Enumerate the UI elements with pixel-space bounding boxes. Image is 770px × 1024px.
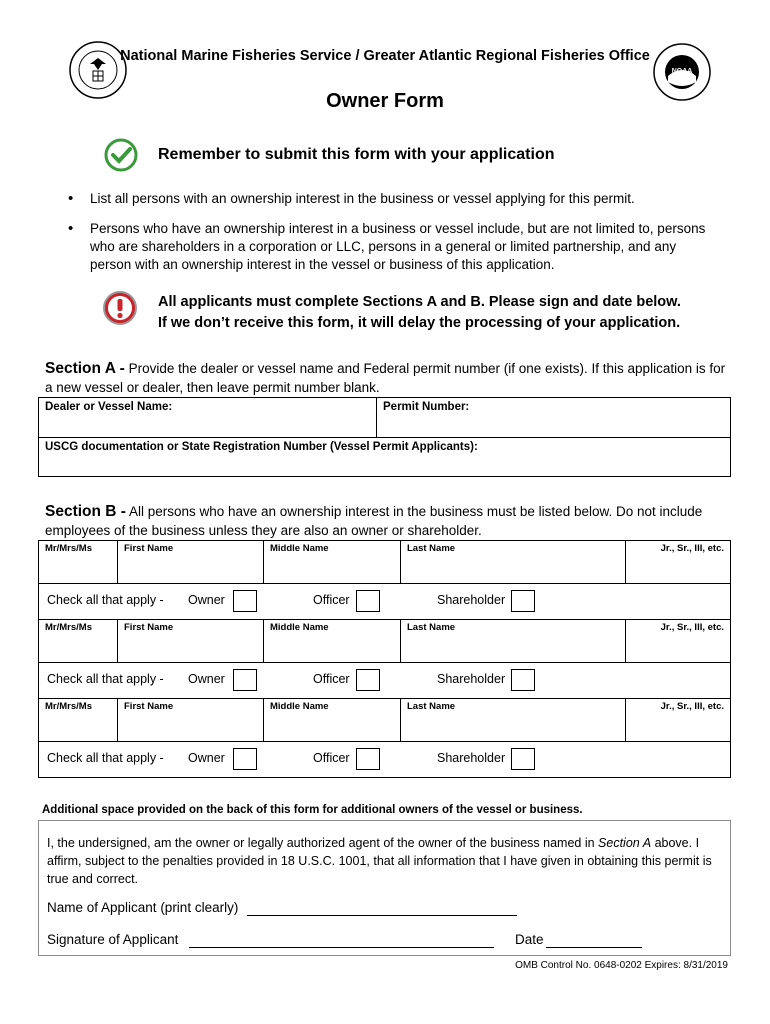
table-row [39,663,731,699]
shareholder-checkbox[interactable] [511,748,535,770]
table-row [39,699,731,742]
dealer-vessel-name-label: Dealer or Vessel Name: [45,401,173,413]
shareholder-checkbox[interactable] [511,669,535,691]
svg-text:NOAA: NOAA [671,68,693,75]
permit-number-field[interactable] [377,398,731,438]
warning-line-1: All applicants must complete Sections A and B. Please sign and date below. [158,294,681,310]
table-row [39,620,731,663]
shareholder-label: Shareholder [437,672,506,686]
warning-text [158,292,681,334]
section-b-intro [45,502,735,540]
dealer-vessel-name-field[interactable] [39,398,377,438]
officer-label: Officer [313,672,350,686]
table-row [39,584,731,620]
last-name-field[interactable] [401,699,626,742]
list-item: • List all persons with an ownership interest in the business or vessel applying for this permit. [68,190,718,208]
owner-checkbox[interactable] [233,669,257,691]
suffix-field[interactable] [626,620,731,663]
owner-checkbox[interactable] [233,590,257,612]
certification-text [47,834,727,888]
warning-line-2: If we don’t receive this form, it will delay the processing of your application. [158,315,681,331]
shareholder-label: Shareholder [437,593,506,607]
check-label: Check all that apply - [47,593,164,607]
signature-field[interactable] [189,947,494,948]
column-label: Middle Name [270,543,329,554]
name-of-applicant-label: Name of Applicant (print clearly) [47,900,239,915]
name-of-applicant-field[interactable] [247,915,517,916]
middle-name-field[interactable] [264,541,401,584]
agency-header: National Marine Fisheries Service / Greater Atlantic Regional Fisheries Office [120,48,650,64]
alert-icon [102,290,138,326]
first-name-field[interactable] [118,541,264,584]
officer-label: Officer [313,751,350,765]
owner-label: Owner [188,672,225,686]
column-label: Last Name [407,701,456,712]
cert-section-ref: Section A [598,836,652,850]
list-item: • Persons who have an ownership interest in a business or vessel include, but are not limited to, persons who are shareholders in a corporation or LLC, persons in a general or limited partnership, and any person with an ownership interest in the vessel or business of this application. [68,220,718,274]
date-field[interactable] [546,947,642,948]
suffix-field[interactable] [626,541,731,584]
uscg-number-label: USCG documentation or State Registration Number (Vessel Permit Applicants): [45,441,478,453]
suffix-field[interactable] [626,699,731,742]
section-b-heading: Section B - [45,503,126,520]
shareholder-checkbox[interactable] [511,590,535,612]
owner-label: Owner [188,593,225,607]
column-label: First Name [124,701,174,712]
check-label: Check all that apply - [47,672,164,686]
bullet-list [68,190,718,286]
omb-control-number: OMB Control No. 0648-0202 Expires: 8/31/2019 [515,960,728,971]
officer-checkbox[interactable] [356,590,380,612]
owner-label: Owner [188,751,225,765]
shareholder-label: Shareholder [437,751,506,765]
page-title: Owner Form [326,90,444,112]
section-b-text: All persons who have an ownership interest in the business must be listed below. Do not include employees of the business unless they are also an owner or shareholder. [45,504,703,538]
additional-space-note: Additional space provided on the back of this form for additional owners of the vessel or business. [42,804,583,816]
title-field[interactable] [39,541,118,584]
column-label: Jr., Sr., III, etc. [660,701,724,712]
column-label: Mr/Mrs/Ms [45,701,92,712]
first-name-field[interactable] [118,699,264,742]
signature-label: Signature of Applicant [47,932,179,947]
check-label: Check all that apply - [47,751,164,765]
owner-checkbox[interactable] [233,748,257,770]
column-label: Last Name [407,622,456,633]
column-label: Jr., Sr., III, etc. [660,622,724,633]
officer-checkbox[interactable] [356,669,380,691]
middle-name-field[interactable] [264,620,401,663]
officer-checkbox[interactable] [356,748,380,770]
table-row [39,541,731,584]
last-name-field[interactable] [401,541,626,584]
column-label: Jr., Sr., III, etc. [660,543,724,554]
column-label: Middle Name [270,622,329,633]
column-label: Middle Name [270,701,329,712]
column-label: Mr/Mrs/Ms [45,622,92,633]
section-a-intro [45,359,735,397]
date-label: Date [515,932,544,947]
column-label: First Name [124,622,174,633]
officer-label: Officer [313,593,350,607]
column-label: Last Name [407,543,456,554]
last-name-field[interactable] [401,620,626,663]
column-label: First Name [124,543,174,554]
cert-text-part: above. I affirm, subject to the penalties provided in 18 U.S.C. 1001, that all information that I have given in obtaining this permit is true and correct. [47,836,712,886]
section-a-text: Provide the dealer or vessel name and Federal permit number (if one exists). If this application is for a new vessel or dealer, then leave permit number blank. [45,361,726,395]
owners-table [38,540,731,778]
section-a-table [38,397,731,477]
section-a-heading: Section A - [45,360,125,377]
permit-number-label: Permit Number: [383,401,470,413]
checkmark-icon [104,138,138,172]
column-label: Mr/Mrs/Ms [45,543,92,554]
cert-text-part: I, the undersigned, am the owner or legally authorized agent of the owner of the business named in [47,836,599,850]
title-field[interactable] [39,620,118,663]
first-name-field[interactable] [118,620,264,663]
uscg-number-field[interactable] [39,438,731,477]
title-field[interactable] [39,699,118,742]
middle-name-field[interactable] [264,699,401,742]
table-row [39,742,731,778]
reminder-text: Remember to submit this form with your application [158,146,555,163]
